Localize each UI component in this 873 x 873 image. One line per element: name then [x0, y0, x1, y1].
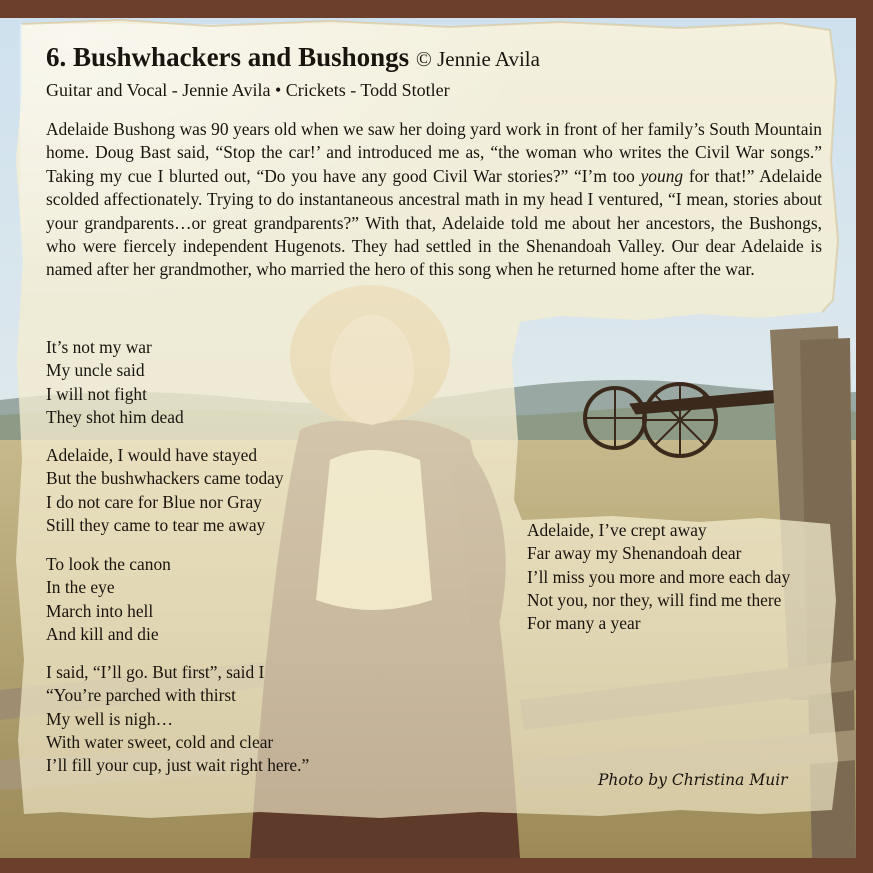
lyric-line: I’ll miss you more and more each day — [527, 566, 791, 587]
photo-credit: Photo by Christina Muir — [598, 771, 788, 789]
lyric-line: For many a year — [527, 613, 641, 634]
intro-paragraph — [46, 118, 822, 282]
song-number-title: 6. Bushwhackers and Bushongs — [46, 42, 410, 72]
lyric-line: To look the canon — [46, 554, 171, 574]
copyright-notice: © Jennie Avila — [415, 47, 540, 71]
performer-credits: Guitar and Vocal - Jennie Avila • Crickets - Todd Stotler — [46, 80, 450, 100]
lyric-line: But the bushwhackers came today — [46, 468, 284, 489]
intro-italic-word: young — [640, 165, 684, 186]
lyric-line: Adelaide, I would have stayed — [46, 445, 258, 465]
lyric-line: “You’re parched with thirst — [46, 685, 236, 706]
lyric-line: March into hell — [46, 600, 154, 621]
lyric-line: In the eye — [46, 577, 115, 598]
lyric-line: I’ll fill your cup, just wait right here.” — [46, 755, 310, 776]
lyric-line: Not you, nor they, will find me there — [527, 589, 782, 610]
lyrics-stanza-4 — [46, 661, 309, 777]
lyric-line: Far away my Shenandoah dear — [527, 543, 742, 564]
lyric-line: Still they came to tear me away — [46, 514, 266, 535]
lyrics-stanza-2 — [46, 444, 284, 537]
lyrics-stanza-1 — [46, 336, 184, 429]
lyrics-stanza-5 — [527, 519, 790, 635]
lyrics-stanza-3 — [46, 553, 171, 646]
lyric-line: I said, “I’ll go. But first”, said I — [46, 662, 265, 682]
lyric-line: I will not fight — [46, 383, 147, 404]
intro-text-2: for that!” Adelaide scolded affectionately. Trying to do instantaneous ancestral math in my head I ventured, “I mean, stories about your grandparents…or great grandparents?” With that, Adelaide told me about her ancestors, the Bushongs, who were fiercely independent Hugenots. They had settled in the Shenandoah Valley. Our dear Adelaide is named after her grandmother, who married the hero of this song when he returned home after the war. — [46, 165, 822, 280]
intro-text-1: Adelaide Bushong was 90 years old when we saw her doing yard work in front of her family’s South Mountain home. Doug Bast said, “Stop the car!’ and introduced me as, “the woman who writes the Civil War songs.” Taking my cue I blurted out, “Do you have any good Civil War stories?” “I’m too — [46, 119, 822, 186]
lyric-line: They shot him dead — [46, 406, 184, 427]
lyric-line: With water sweet, cold and clear — [46, 731, 274, 752]
lyric-line: And kill and die — [46, 623, 159, 644]
lyric-line: My uncle said — [46, 360, 145, 381]
lyric-line: My well is nigh… — [46, 708, 174, 729]
lyric-line: I do not care for Blue nor Gray — [46, 491, 262, 512]
lyric-line: Adelaide, I’ve crept away — [527, 520, 707, 540]
lyric-line: It’s not my war — [46, 337, 152, 357]
song-title — [46, 40, 540, 76]
